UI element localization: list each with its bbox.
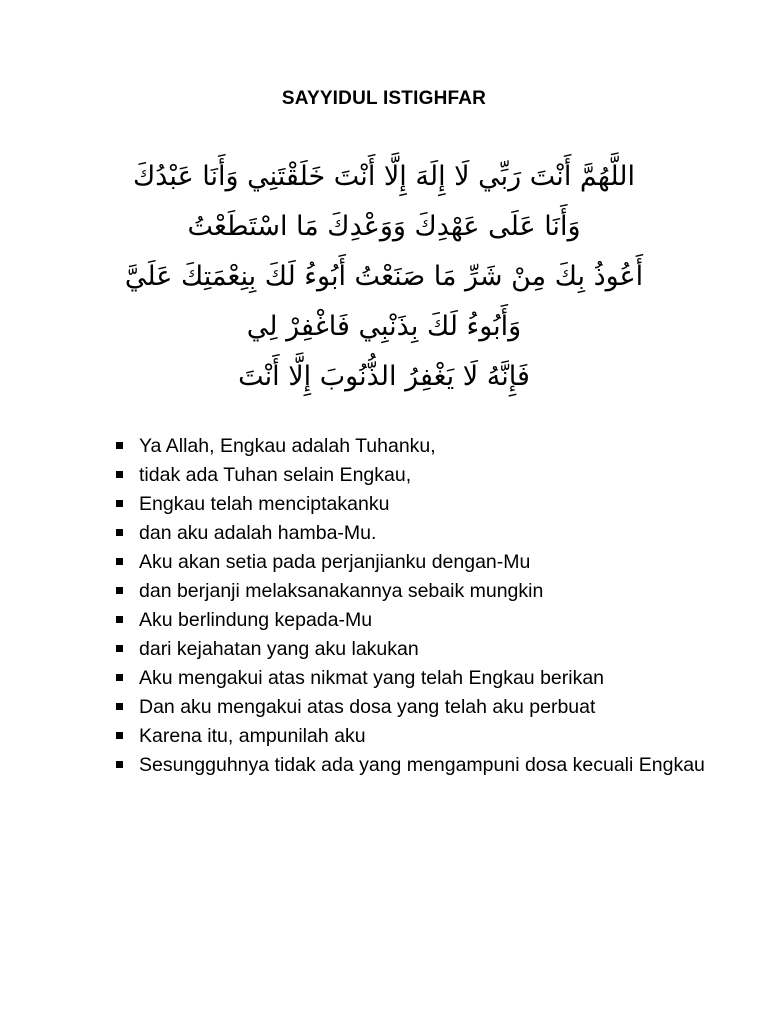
- list-item-text: Engkau telah menciptakanku: [139, 493, 390, 515]
- list-item: [112, 722, 712, 751]
- arabic-line: اللَّهُمَّ أَنْتَ رَبِّي لَا إِلَهَ إِلَّا أَنْتَ خَلَقْتَنِي وَأَنَا عَبْدُكَ: [133, 161, 635, 192]
- list-item: [112, 519, 712, 548]
- list-item: [112, 635, 712, 664]
- list-item-text: Aku mengakui atas nikmat yang telah Engkau berikan: [139, 667, 605, 689]
- square-bullet-icon: [116, 616, 123, 623]
- list-item: [112, 751, 712, 780]
- square-bullet-icon: [116, 500, 123, 507]
- list-item: [112, 664, 712, 693]
- square-bullet-icon: [116, 471, 123, 478]
- list-item: [112, 693, 712, 722]
- square-bullet-icon: [116, 442, 123, 449]
- list-item-text: Dan aku mengakui atas dosa yang telah aku perbuat: [139, 696, 596, 718]
- list-item: [112, 461, 712, 490]
- square-bullet-icon: [116, 674, 123, 681]
- list-item-text: Karena itu, ampunilah aku: [139, 725, 366, 747]
- arabic-line: أَعُوذُ بِكَ مِنْ شَرِّ مَا صَنَعْتُ أَبُوءُ لَكَ بِنِعْمَتِكَ عَلَيَّ: [124, 261, 644, 292]
- page-title: SAYYIDUL ISTIGHFAR: [281, 88, 487, 109]
- list-item-text: tidak ada Tuhan selain Engkau,: [139, 464, 412, 486]
- translation-list: [112, 432, 712, 780]
- list-item: [112, 432, 712, 461]
- square-bullet-icon: [116, 529, 123, 536]
- square-bullet-icon: [116, 761, 123, 768]
- square-bullet-icon: [116, 558, 123, 565]
- arabic-line: فَإِنَّهُ لَا يَغْفِرُ الذُّنُوبَ إِلَّا أَنْتَ: [238, 361, 530, 392]
- square-bullet-icon: [116, 645, 123, 652]
- arabic-line: وَأَبُوءُ لَكَ بِذَنْبِي فَاغْفِرْ لِي: [246, 311, 522, 342]
- square-bullet-icon: [116, 703, 123, 710]
- list-item-text: Aku berlindung kepada-Mu: [139, 609, 373, 631]
- list-item: [112, 577, 712, 606]
- list-item: [112, 548, 712, 577]
- arabic-line: وَأَنَا عَلَى عَهْدِكَ وَوَعْدِكَ مَا اسْتَطَعْتُ: [187, 211, 581, 242]
- square-bullet-icon: [116, 587, 123, 594]
- list-item-text: dan aku adalah hamba-Mu.: [139, 522, 377, 544]
- list-item: [112, 490, 712, 519]
- square-bullet-icon: [116, 732, 123, 739]
- list-item-text: Aku akan setia pada perjanjianku dengan-Mu: [139, 551, 531, 573]
- list-item: [112, 606, 712, 635]
- arabic-prayer-text: [100, 152, 668, 402]
- list-item-text: Sesungguhnya tidak ada yang mengampuni dosa kecuali Engkau: [139, 754, 705, 776]
- list-item-text: dan berjanji melaksanakannya sebaik mungkin: [139, 580, 544, 602]
- list-item-text: Ya Allah, Engkau adalah Tuhanku,: [139, 435, 436, 457]
- list-item-text: dari kejahatan yang aku lakukan: [139, 638, 419, 660]
